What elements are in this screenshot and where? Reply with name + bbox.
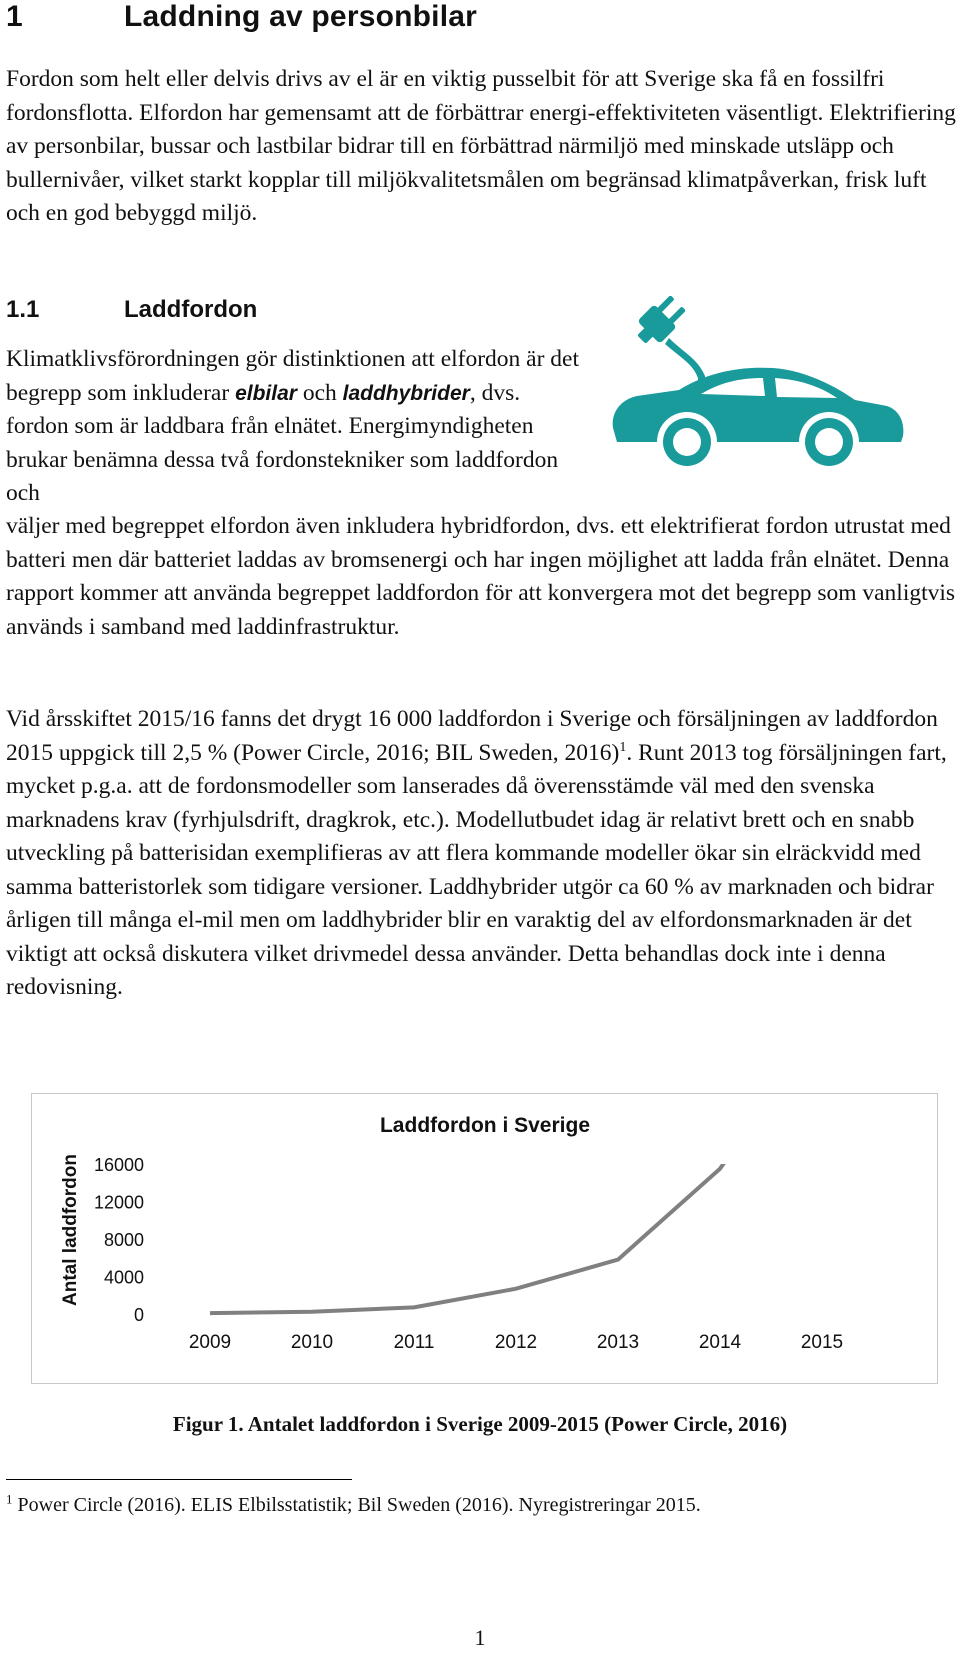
y-tick-label: 16000 <box>93 1155 144 1175</box>
y-tick-label: 4000 <box>103 1267 144 1288</box>
electric-car-plug-icon <box>605 296 905 466</box>
laddfordon-paragraph-wrapped: Klimatklivsförordningen gör distinktionen att elfordon är det begrepp som inkluderar elbilar och laddhybrider, dvs. fordon som är laddbara från elnätet. Energimyndigheten brukar benämna dessa två fordonstekniker som laddfordon och <box>6 346 580 506</box>
x-tick-label: 2015 <box>800 1332 844 1353</box>
x-tick-label: 2012 <box>494 1332 538 1353</box>
x-tick-label: 2009 <box>188 1332 232 1353</box>
x-tick-label: 2011 <box>393 1332 435 1353</box>
subsection-heading <box>6 296 257 324</box>
laddfordon-paragraph-continued: väljer med begreppet elfordon även inkludera hybridfordon, dvs. ett elektrifierat fordon utrustat med batteri men där batteriet laddas av bromsenergi och har ingen möjlighet att ladda från elnätet. Denna rapport kommer att använda begreppet laddfordon för att konvergera mot det begrepp som vanligtvis används i samband med laddinfrastruktur. <box>6 513 956 640</box>
footnote-marker: 1 <box>6 1491 13 1507</box>
term-laddhybrider: laddhybrider <box>342 381 470 405</box>
page-number: 1 <box>474 1625 486 1650</box>
footnote-rule <box>6 1479 352 1480</box>
chart-svg <box>32 1094 937 1383</box>
intro-paragraph: Fordon som helt eller delvis drivs av el är en viktig pusselbit för att Sverige ska få en fossilfri fordonsflotta. Elfordon har gemensamt att de förbättrar energi-effektiviteten väsentligt. Elektrifiering av personbilar, bussar och lastbilar bidrar till en förbättrad närmiljö med minskade utsläpp och bullernivåer, vilket starkt kopplar till miljökvalitetsmålen om begränsad klimatpåverkan, frisk luft och en god bebyggd miljö. <box>6 66 956 226</box>
figure-caption: Figur 1. Antalet laddfordon i Sverige 2009-2015 (Power Circle, 2016) <box>172 1412 788 1436</box>
footnote <box>6 1491 701 1517</box>
section-number: 1 <box>6 0 23 33</box>
y-tick-label: 12000 <box>93 1192 144 1213</box>
chart-y-axis-label: Antal laddfordon <box>60 1154 81 1306</box>
footnote-reference: 1 <box>619 739 627 755</box>
section-heading <box>6 0 477 34</box>
x-tick-label: 2013 <box>596 1332 640 1353</box>
subsection-title: Laddfordon <box>124 296 258 323</box>
market-paragraph: Vid årsskiftet 2015/16 fanns det drygt 16 000 laddfordon i Sverige och försäljningen av laddfordon 2015 uppgick till 2,5 % (Power Circle, 2016; BIL Sweden, 2016)$^1$. Runt 2013 tog försäljningen fart, mycket p.g.a. att de fordonsmodeller som lanserades då överensstämde väl med den svenska marknadens krav (fyrhjulsdrift, dragkrok, etc.). Modellutbudet idag är relativt brett och en snabb utveckling på batterisidan exemplifieras av att flera kommande modeller ökar sin elräckvidd med samma batteristorlek som tidigare versioner. Laddhybrider utgör ca 60 % av marknaden och bidrar årligen till många el-mil men om laddhybrider blir en varaktig del av elfordonsmarknaden är det viktigt att också diskutera vilket drivmedel dessa använder. Detta behandlas dock inte i denna redovisning. <box>6 706 947 1000</box>
footnote-text: Power Circle (2016). ELIS Elbilsstatistik; Bil Sweden (2016). Nyregistreringar 2015. <box>12 1494 701 1516</box>
x-tick-label: 2014 <box>698 1332 742 1353</box>
term-elbilar: elbilar <box>235 381 297 405</box>
section-title: Laddning av personbilar <box>124 0 477 33</box>
y-tick-label: 8000 <box>103 1230 144 1250</box>
subsection-number: 1.1 <box>6 296 40 323</box>
chart-title: Laddfordon i Sverige <box>379 1114 591 1137</box>
chart-laddfordon <box>31 1093 938 1384</box>
y-tick-label: 0 <box>133 1305 144 1325</box>
x-tick-label: 2010 <box>290 1332 334 1353</box>
